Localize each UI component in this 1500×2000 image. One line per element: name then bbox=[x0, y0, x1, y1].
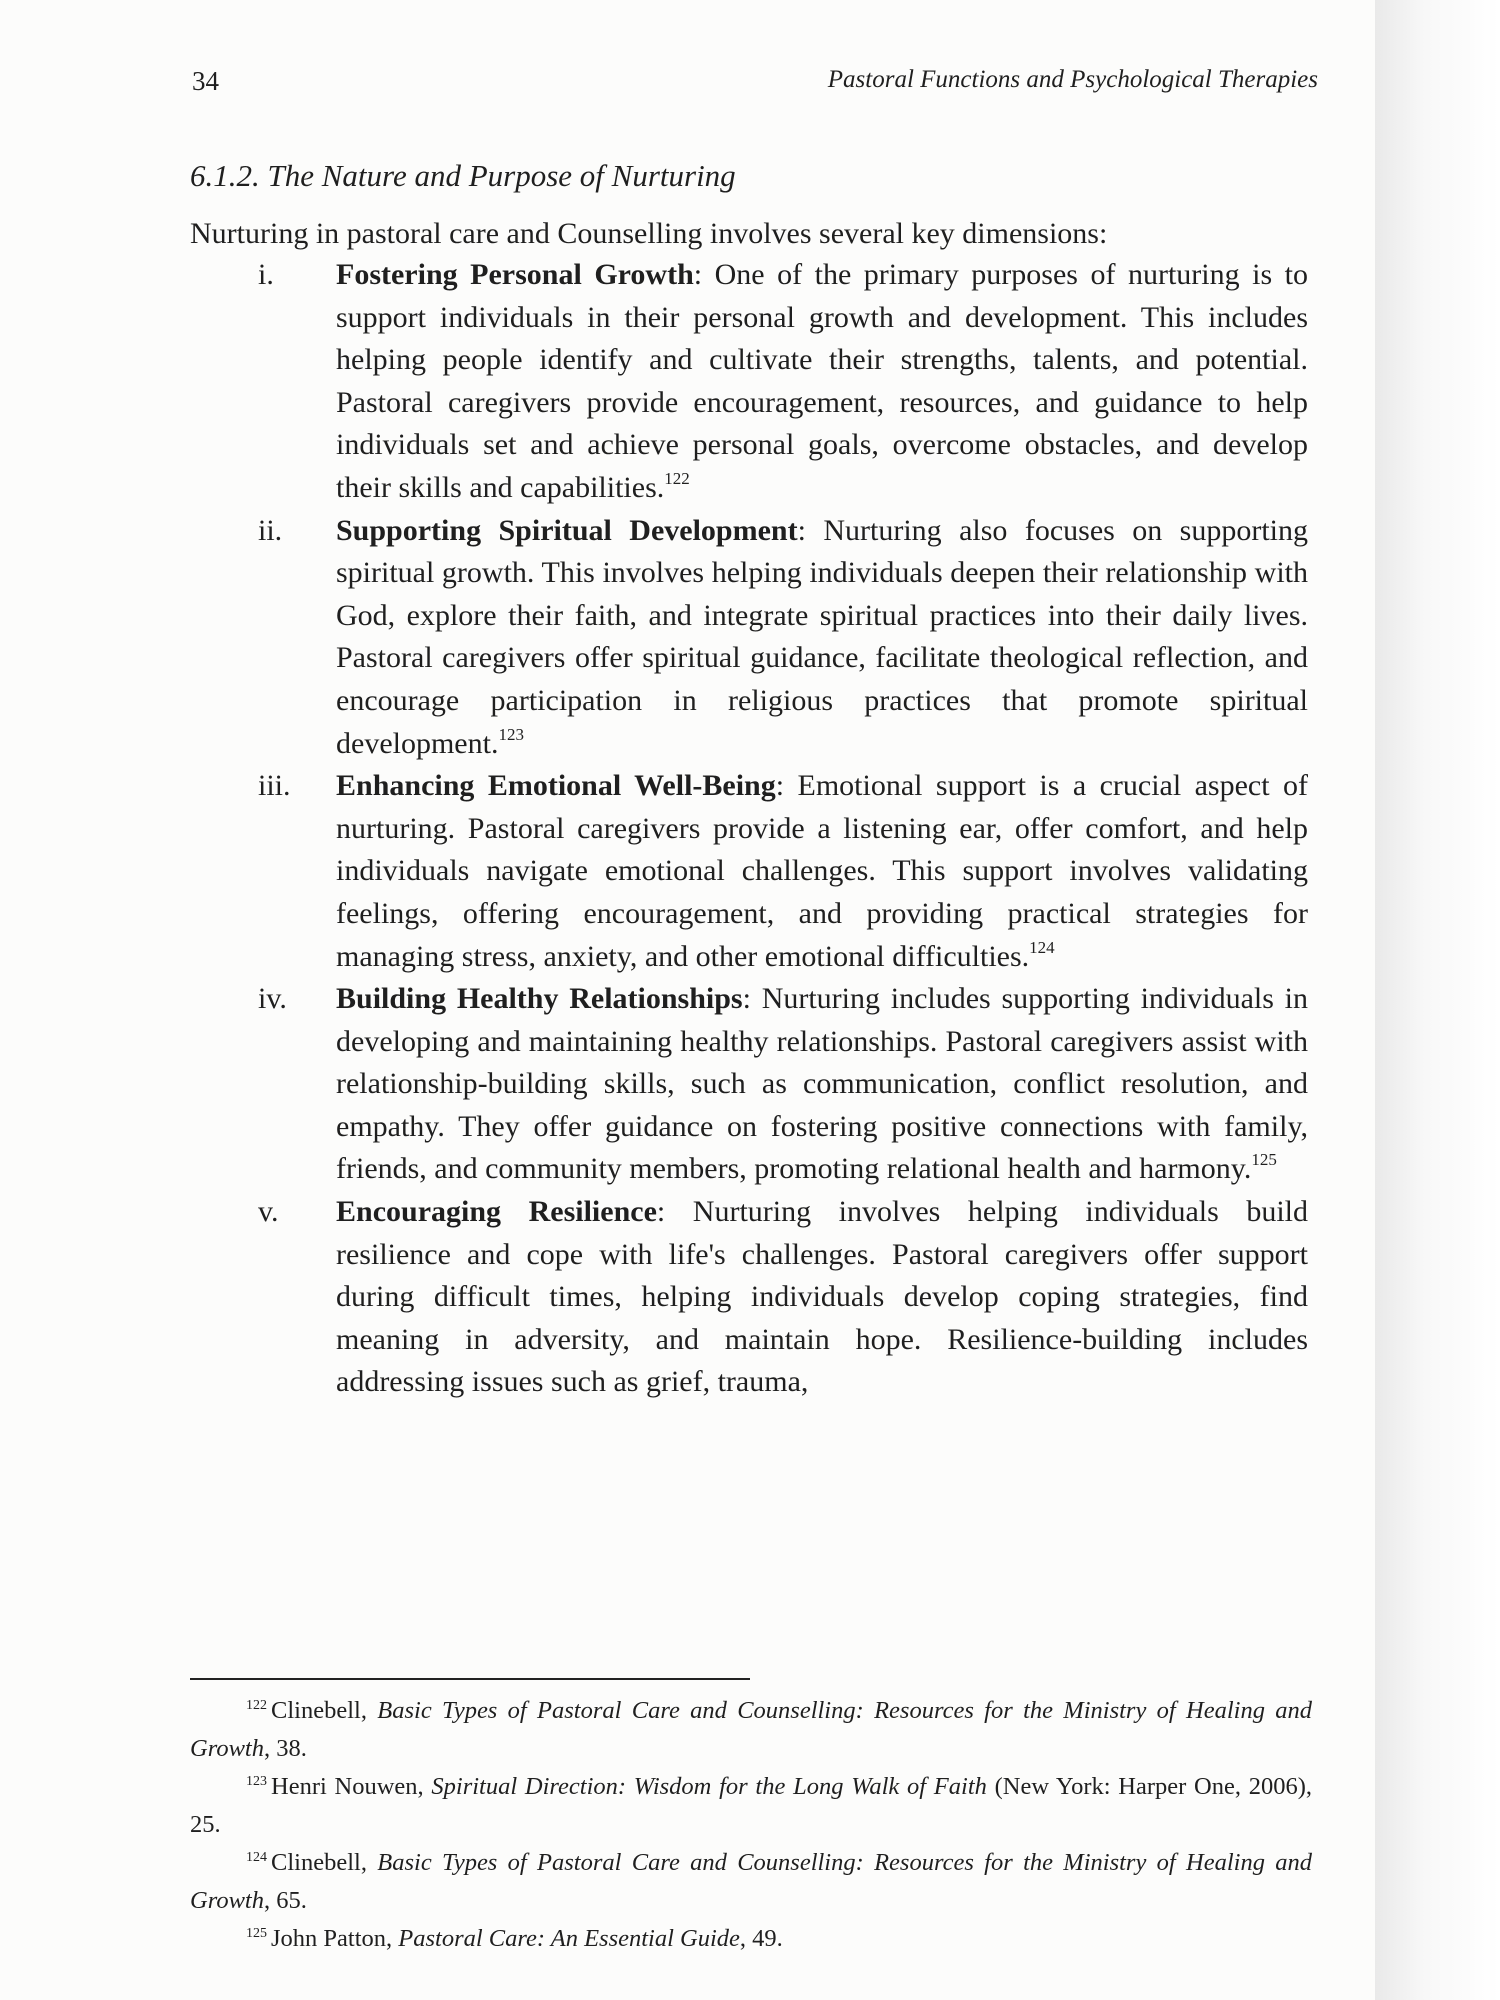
footnote-divider bbox=[190, 1678, 750, 1680]
page-edge bbox=[1375, 0, 1500, 2000]
list-item-text: : Emotional support is a crucial aspect of nurturing. Pastoral caregivers provide a listening ear, offer comfort, and help individuals navigate emotional challenges. This support involves validating feelings, offering encouragement, and providing practical strategies for managing stress, anxiety, and other emotional difficulties. bbox=[336, 769, 1308, 973]
list-item bbox=[258, 1191, 1308, 1404]
footnote-author: Clinebell, bbox=[271, 1849, 378, 1876]
footnote-number: 123 bbox=[246, 1773, 267, 1789]
footnote-ref[interactable]: 123 bbox=[498, 724, 524, 744]
list-item-body bbox=[336, 510, 1308, 766]
footnote-number: 122 bbox=[246, 1697, 267, 1713]
list-item bbox=[258, 510, 1308, 766]
list-item-text: : One of the primary purposes of nurturing is to support individuals in their personal growth and development. This includes helping people identify and cultivate their strengths, talents, and potential. Pastoral caregivers provide encouragement, resources, and guidance to help individuals set and achieve personal goals, overcome obstacles, and develop their skills and capabilities. bbox=[336, 258, 1308, 504]
footnote-author: Clinebell, bbox=[271, 1697, 378, 1724]
footnote-number: 124 bbox=[246, 1849, 267, 1865]
list-item bbox=[258, 254, 1308, 510]
list-item-term: Supporting Spiritual Development bbox=[336, 513, 798, 547]
footnote-author: John Patton, bbox=[271, 1925, 399, 1952]
list-item-text: : Nurturing includes supporting individuals in developing and maintaining healthy relationships. Pastoral caregivers assist with relationship-building skills, such as communication, conflict resolution, and empathy. They offer guidance on fostering positive connections with family, friends, and community members, promoting relational health and harmony. bbox=[336, 982, 1308, 1186]
list-numeral: i. bbox=[258, 258, 274, 291]
list-item-term: Encouraging Resilience bbox=[336, 1195, 657, 1229]
footnote-detail: (New York: Harper One, 2006), 25. bbox=[190, 1773, 1313, 1838]
footnote-number: 125 bbox=[246, 1925, 267, 1941]
list-item-term: Building Healthy Relationships bbox=[336, 982, 743, 1016]
list-item-body bbox=[336, 765, 1308, 978]
footnote-detail: , 38. bbox=[263, 1735, 307, 1762]
list-numeral: iv. bbox=[258, 982, 287, 1016]
list-numeral: iii. bbox=[258, 769, 291, 803]
footnote-title: Basic Types of Pastoral Care and Counselling: Resources for the Ministry of Healing and Growth bbox=[190, 1849, 1312, 1914]
footnote-detail: , 65. bbox=[263, 1887, 307, 1914]
list-item-body bbox=[336, 978, 1308, 1191]
list-item bbox=[258, 978, 1308, 1191]
footnote-ref[interactable]: 125 bbox=[1251, 1150, 1277, 1170]
list-item-body bbox=[336, 1191, 1308, 1404]
section-intro: Nurturing in pastoral care and Counselling involves several key dimensions: bbox=[190, 217, 1108, 250]
list-item-text: : Nurturing also focuses on supporting spiritual growth. This involves helping individuals deepen their relationship with God, explore their faith, and integrate spiritual practices into their daily lives. Pastoral caregivers offer spiritual guidance, facilitate theological reflection, and encourage participation in religious practices that promote spiritual development. bbox=[336, 513, 1308, 760]
running-title: Pastoral Functions and Psychological Therapies bbox=[827, 66, 1318, 93]
footnote-title: Pastoral Care: An Essential Guide bbox=[398, 1925, 740, 1952]
list-item bbox=[258, 765, 1308, 978]
footnote-ref[interactable]: 122 bbox=[664, 468, 690, 488]
footnote-ref[interactable]: 124 bbox=[1029, 937, 1055, 957]
section-heading: 6.1.2. The Nature and Purpose of Nurturing bbox=[190, 158, 736, 193]
list-item-term: Enhancing Emotional Well-Being bbox=[336, 769, 776, 803]
footnote bbox=[190, 1844, 1312, 1920]
page-number: 34 bbox=[192, 66, 219, 96]
dimension-list bbox=[258, 254, 1308, 1404]
list-numeral: ii. bbox=[258, 513, 283, 547]
footnote-title: Basic Types of Pastoral Care and Counselling: Resources for the Ministry of Healing and Growth bbox=[190, 1697, 1312, 1762]
footnote-detail: , 49. bbox=[739, 1925, 783, 1952]
footnotes bbox=[190, 1692, 1312, 1958]
footnote bbox=[190, 1768, 1312, 1844]
footnote bbox=[190, 1692, 1312, 1768]
list-item-term: Fostering Personal Growth bbox=[336, 258, 694, 291]
running-head bbox=[192, 66, 1318, 106]
list-numeral: v. bbox=[258, 1195, 279, 1229]
footnote bbox=[190, 1920, 1312, 1958]
footnote-author: Henri Nouwen, bbox=[271, 1773, 432, 1800]
list-item-text: : Nurturing involves helping individuals build resilience and cope with life's challenges. Pastoral caregivers offer support during difficult times, helping individuals develop coping strategies, find meaning in adversity, and maintain hope. Resilience-building includes addressing issues such as grief, trauma, bbox=[336, 1195, 1308, 1399]
footnote-title: Spiritual Direction: Wisdom for the Long Walk of Faith bbox=[431, 1773, 987, 1800]
list-item-body bbox=[336, 254, 1308, 510]
